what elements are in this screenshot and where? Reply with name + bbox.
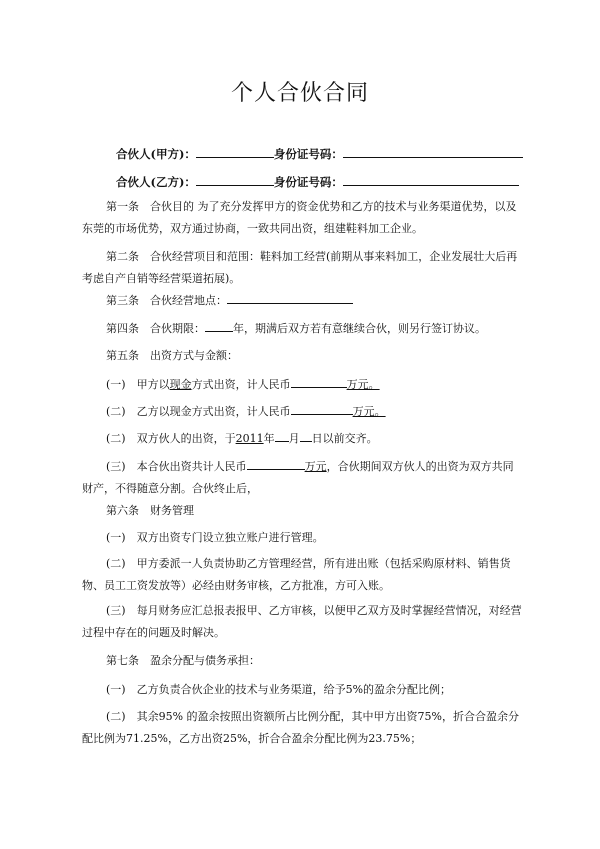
contribution-4-text: (三) 本合伙出资共计人民币 (106, 460, 247, 473)
contribution-2-text: (二) 乙方以现金方式出资，计人民币 (106, 405, 291, 418)
party-a-name-blank[interactable] (196, 146, 274, 158)
finance-3: (三) 每月财务应汇总报表报甲、乙方审核，以便甲乙双方及时掌握经营情况，对经营过程中存在的问题及时解决。 (82, 604, 522, 639)
article-5: 第五条 出资方式与金额： (106, 349, 238, 362)
contribution-2 (106, 401, 546, 423)
contribution-1-method: 现金 (169, 378, 192, 391)
finance-1: (一) 双方出资专门设立独立账户进行管理。 (106, 531, 324, 544)
party-b-id-blank[interactable] (343, 174, 519, 186)
party-b-line (116, 174, 519, 190)
profit-1: (一) 乙方负责合伙企业的技术与业务渠道，给予5%的盈余分配比例； (106, 683, 452, 696)
party-b-name-blank[interactable] (196, 174, 274, 186)
profit-2: (二) 其余95% 的盈余按照出资额所占比例分配，其中甲方出资75%，折合合盈余分配比例为71.25%，乙方出资25%，折合合盈余分配比例为23.75%； (82, 710, 519, 745)
article-4-text: 第四条 合伙期限： (106, 322, 205, 335)
year-unit: 年 (263, 432, 275, 445)
article-4-text-2: 年，期满后双方若有意继续合伙，则另行签订协议。 (233, 322, 486, 335)
due-month-blank[interactable] (275, 430, 289, 442)
party-a-id-blank[interactable] (343, 146, 523, 158)
article-1: 第一条 合伙目的 为了充分发挥甲方的资金优势和乙方的技术与业务渠道优势，以及东莞的市场优势，双方通过协商，一致共同出资，组建鞋料加工企业。 (82, 200, 517, 235)
article-2: 第二条 合伙经营项目和范围：鞋料加工经营(前期从事来料加工，企业发展壮大后再考虑自产自销等经营渠道拓展)。 (82, 250, 518, 285)
contribution-1-text-2: 方式出资，计人民币 (191, 378, 291, 391)
due-day-blank[interactable] (300, 430, 312, 442)
party-b-id-label: 身份证号码： (273, 175, 343, 189)
article-6: 第六条 财务管理 (106, 504, 194, 517)
party-a-line (116, 146, 523, 162)
location-blank[interactable] (227, 292, 353, 304)
month-unit: 月 (288, 432, 300, 445)
party-b-label: 合伙人(乙方)： (116, 175, 196, 189)
contribution-4-unit: 万元 (304, 460, 327, 473)
total-amount-blank[interactable] (247, 458, 305, 470)
contribution-1-text: (一) 甲方以 (106, 378, 170, 391)
term-years-blank[interactable] (205, 320, 233, 332)
party-a-id-label: 身份证号码： (273, 147, 343, 161)
contribution-3-text-2: 日以前交齐。 (311, 432, 378, 445)
party-a-amount-blank[interactable] (291, 376, 347, 388)
article-3-text: 第三条 合伙经营地点： (106, 294, 227, 307)
article-3 (106, 290, 546, 312)
finance-2: (二) 甲方委派一人负责协助乙方管理经营，所有进出账（包括采购原材料、销售货物、员工工资发放等）必经由财务审核，乙方批准，方可入账。 (82, 557, 511, 592)
contribution-4 (82, 456, 522, 500)
contribution-1 (106, 374, 546, 396)
party-a-label: 合伙人(甲方)： (116, 147, 196, 161)
contribution-2-unit: 万元。 (352, 405, 386, 418)
due-year: 2011 (235, 432, 264, 445)
page-title: 个人合伙合同 (230, 81, 369, 106)
party-b-amount-blank[interactable] (291, 403, 353, 415)
article-4 (106, 318, 546, 340)
contribution-4-text-2: ，合伙期间双方伙人的出资为双方共同财产，不得随意分割。合伙终止后， (82, 460, 514, 495)
contribution-3 (106, 428, 546, 450)
article-7: 第七条 盈余分配与债务承担： (106, 654, 260, 667)
contribution-3-text: (二) 双方伙人的出资，于 (106, 432, 236, 445)
contribution-1-unit: 万元。 (346, 378, 380, 391)
